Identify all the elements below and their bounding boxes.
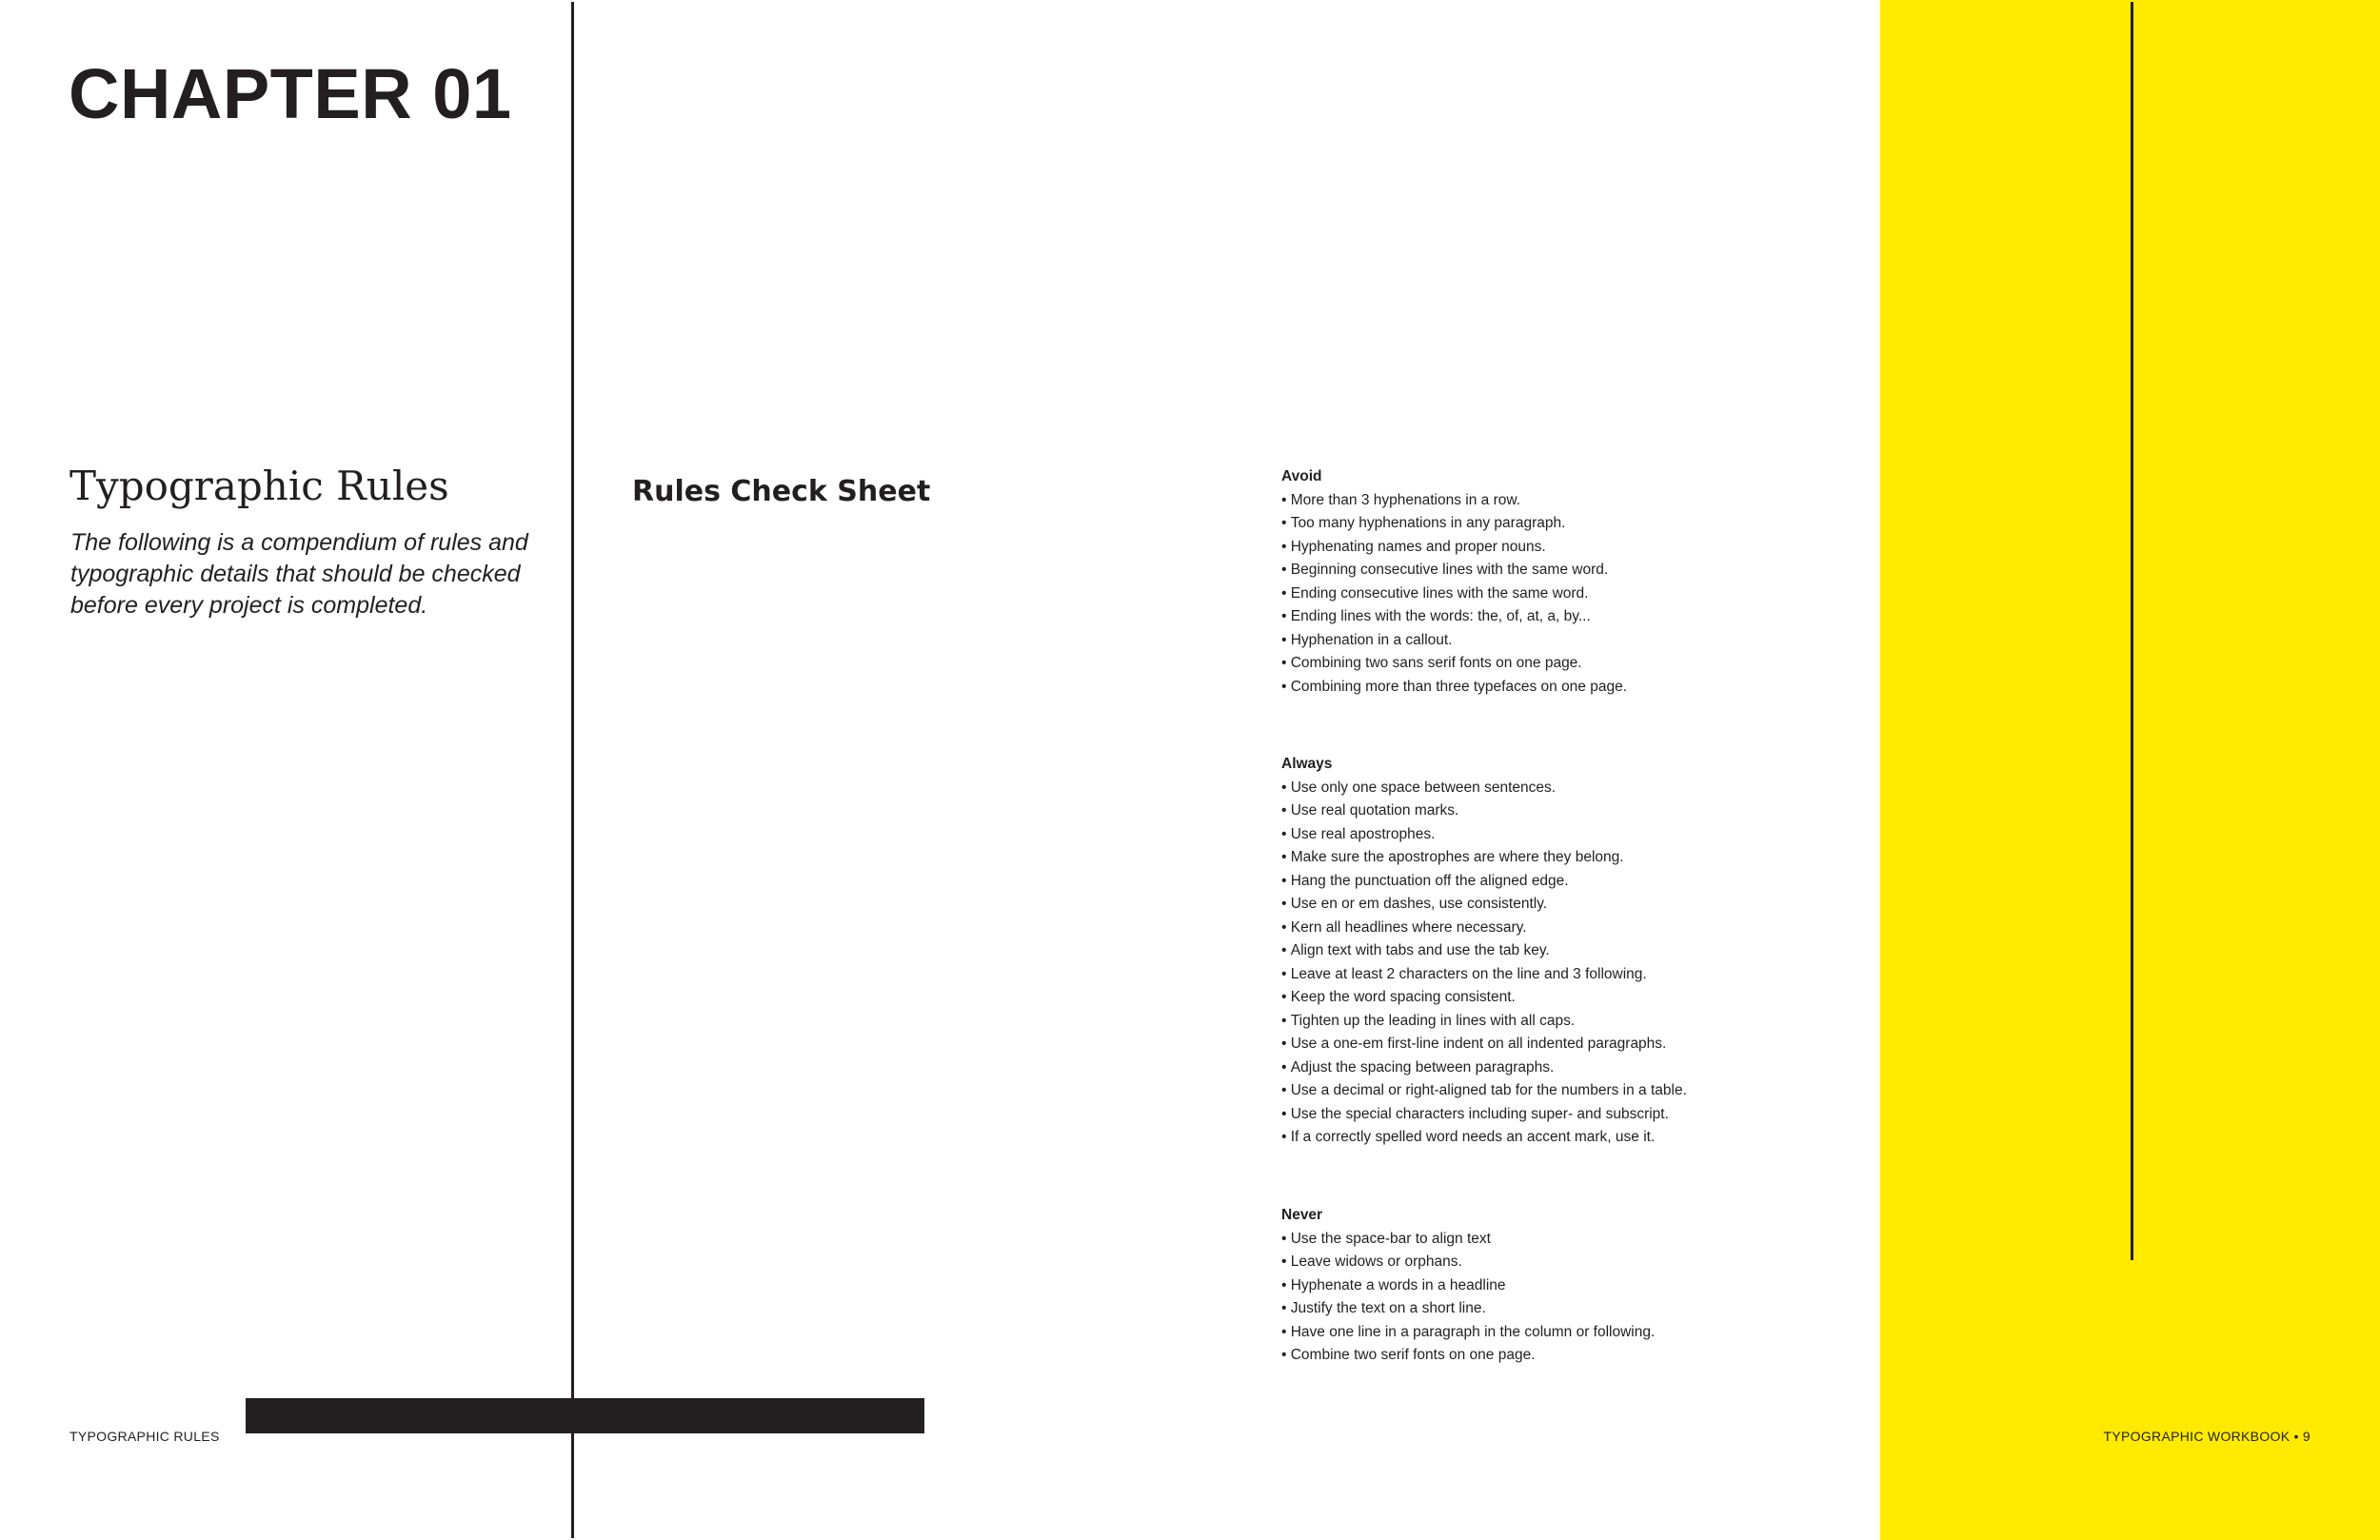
always-rule-item: • Use a decimal or right-aligned tab for the numbers in a table. (1281, 1079, 1815, 1103)
always-rule-item: • Make sure the apostrophes are where they belong. (1281, 846, 1815, 870)
never-rule-item: • Justify the text on a short line. (1281, 1297, 1815, 1321)
avoid-rules-list (1281, 489, 1815, 700)
footer-section-label: TYPOGRAPHIC RULES (69, 1429, 220, 1444)
always-rule-item: • Use the special characters including super- and subscript. (1281, 1103, 1815, 1127)
black-accent-bar (246, 1398, 924, 1433)
avoid-rules-group (1281, 465, 1815, 699)
never-rules-list (1281, 1228, 1815, 1368)
always-rule-item: • Adjust the spacing between paragraphs. (1281, 1056, 1815, 1080)
always-rule-item: • If a correctly spelled word needs an accent mark, use it. (1281, 1126, 1815, 1150)
footer-page-number: TYPOGRAPHIC WORKBOOK • 9 (2103, 1429, 2311, 1444)
always-rule-item: • Kern all headlines where necessary. (1281, 917, 1815, 940)
always-rule-item: • Keep the word spacing consistent. (1281, 986, 1815, 1010)
never-rule-item: • Use the space-bar to align text (1281, 1228, 1815, 1252)
never-rule-item: • Leave widows or orphans. (1281, 1251, 1815, 1274)
avoid-rule-item: • Too many hyphenations in any paragraph. (1281, 512, 1815, 536)
avoid-rule-item: • More than 3 hyphenations in a row. (1281, 489, 1815, 513)
avoid-rule-item: • Combining two sans serif fonts on one page. (1281, 652, 1815, 676)
always-rule-item: • Use real apostrophes. (1281, 823, 1815, 847)
always-rule-item: • Align text with tabs and use the tab key. (1281, 939, 1815, 963)
section-title: Typographic Rules (69, 463, 449, 509)
always-rules-list (1281, 777, 1815, 1150)
chapter-title: CHAPTER 01 (69, 54, 512, 133)
always-rule-item: • Use only one space between sentences. (1281, 777, 1815, 800)
always-rules-group (1281, 753, 1815, 1150)
avoid-rule-item: • Beginning consecutive lines with the same word. (1281, 559, 1815, 582)
column-divider-rule (571, 2, 574, 1538)
always-rule-item: • Leave at least 2 characters on the line and 3 following. (1281, 963, 1815, 987)
avoid-rule-item: • Ending lines with the words: the, of, at, a, by... (1281, 605, 1815, 629)
always-rule-item: • Use real quotation marks. (1281, 800, 1815, 823)
never-rule-item: • Have one line in a paragraph in the column or following. (1281, 1321, 1815, 1345)
always-rule-item: • Use a one-em first-line indent on all indented paragraphs. (1281, 1033, 1815, 1056)
never-rule-item: • Combine two serif fonts on one page. (1281, 1344, 1815, 1368)
never-rule-item: • Hyphenate a words in a headline (1281, 1274, 1815, 1298)
always-heading: Always (1281, 756, 1333, 772)
always-rule-item: • Tighten up the leading in lines with all caps. (1281, 1010, 1815, 1034)
yellow-panel-vertical-rule (2131, 2, 2133, 1260)
avoid-rule-item: • Ending consecutive lines with the same word. (1281, 582, 1815, 606)
rules-check-sheet-title: Rules Check Sheet (632, 475, 931, 508)
never-heading: Never (1281, 1207, 1323, 1223)
always-rule-item: • Hang the punctuation off the aligned edge. (1281, 870, 1815, 894)
avoid-rule-item: • Hyphenating names and proper nouns. (1281, 536, 1815, 560)
avoid-rule-item: • Hyphenation in a callout. (1281, 629, 1815, 653)
section-intro: The following is a compendium of rules and typographic details that should be checked before every project is completed. (70, 529, 528, 619)
always-rule-item: • Use en or em dashes, use consistently. (1281, 893, 1815, 917)
avoid-heading: Avoid (1281, 468, 1322, 484)
avoid-rule-item: • Combining more than three typefaces on one page. (1281, 676, 1815, 700)
never-rules-group (1281, 1204, 1815, 1368)
